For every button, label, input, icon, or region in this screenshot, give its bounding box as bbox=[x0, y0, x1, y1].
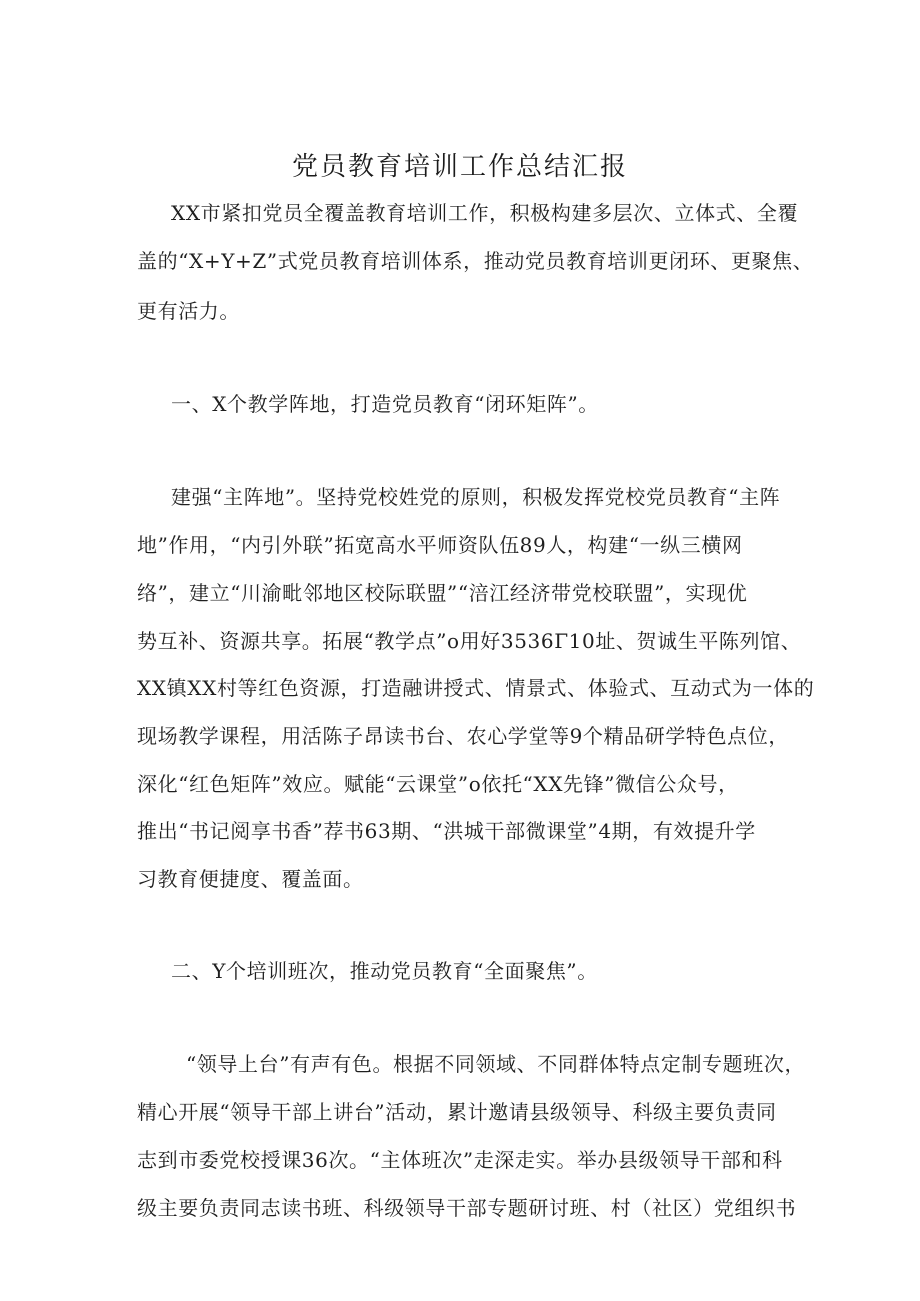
paragraph-line: 现场教学课程，用活陈子昂读书台、农心学堂等9个精品研学特色点位， bbox=[137, 724, 789, 748]
paragraph-line: 盖的“X+Y+Z”式党员教育培训体系，推动党员教育培训更闭环、更聚焦、 bbox=[137, 249, 814, 273]
paragraph-line: 志到市委党校授课36次。“主体班次”走深走实。举办县级领导干部和科 bbox=[137, 1148, 783, 1172]
section-heading: 二、Y个培训班次，推动党员教育“全面聚焦”。 bbox=[171, 959, 598, 983]
paragraph-line: 建强“主阵地”。坚持党校姓党的原则，积极发挥党校党员教育“主阵 bbox=[171, 485, 781, 509]
paragraph-line: “领导上台”有声有色。根据不同领域、不同群体特点定制专题班次， bbox=[186, 1052, 806, 1076]
paragraph-line: XX市紧扣党员全覆盖教育培训工作，积极构建多层次、立体式、全覆 bbox=[171, 201, 799, 225]
paragraph-line: 更有活力。 bbox=[137, 299, 240, 323]
paragraph-line: 习教育便捷度、覆盖面。 bbox=[137, 867, 364, 891]
paragraph-line: 级主要负责同志读书班、科级领导干部专题研讨班、村（社区）党组织书 bbox=[137, 1196, 797, 1220]
document-title: 党员教育培训工作总结汇报 bbox=[291, 152, 628, 182]
paragraph-line: XX镇XX村等红色资源，打造融讲授式、情景式、体验式、互动式为一体的 bbox=[137, 676, 815, 700]
paragraph-line: 络”，建立“川渝毗邻地区校际联盟”“涪江经济带党校联盟”，实现优 bbox=[137, 581, 748, 605]
section-heading: 一、X个教学阵地，打造党员教育“闭环矩阵”。 bbox=[171, 392, 599, 416]
paragraph-line: 深化“红色矩阵”效应。赋能“云课堂”o依托“XX先锋”微信公众号， bbox=[137, 772, 739, 796]
paragraph-line: 精心开展“领导干部上讲台”活动，累计邀请县级领导、科级主要负责同 bbox=[137, 1100, 777, 1124]
paragraph-line: 地”作用，“内引外联”拓宽高水平师资队伍89人，构建“一纵三横网 bbox=[137, 533, 743, 557]
paragraph-line: 推出“书记阅享书香”荐书63期、“洪城干部微课堂”4期，有效提升学 bbox=[137, 819, 756, 843]
paragraph-line: 势互补、资源共享。拓展“教学点”o用好3536Γ10址、贺诚生平陈列馆、 bbox=[137, 629, 802, 653]
